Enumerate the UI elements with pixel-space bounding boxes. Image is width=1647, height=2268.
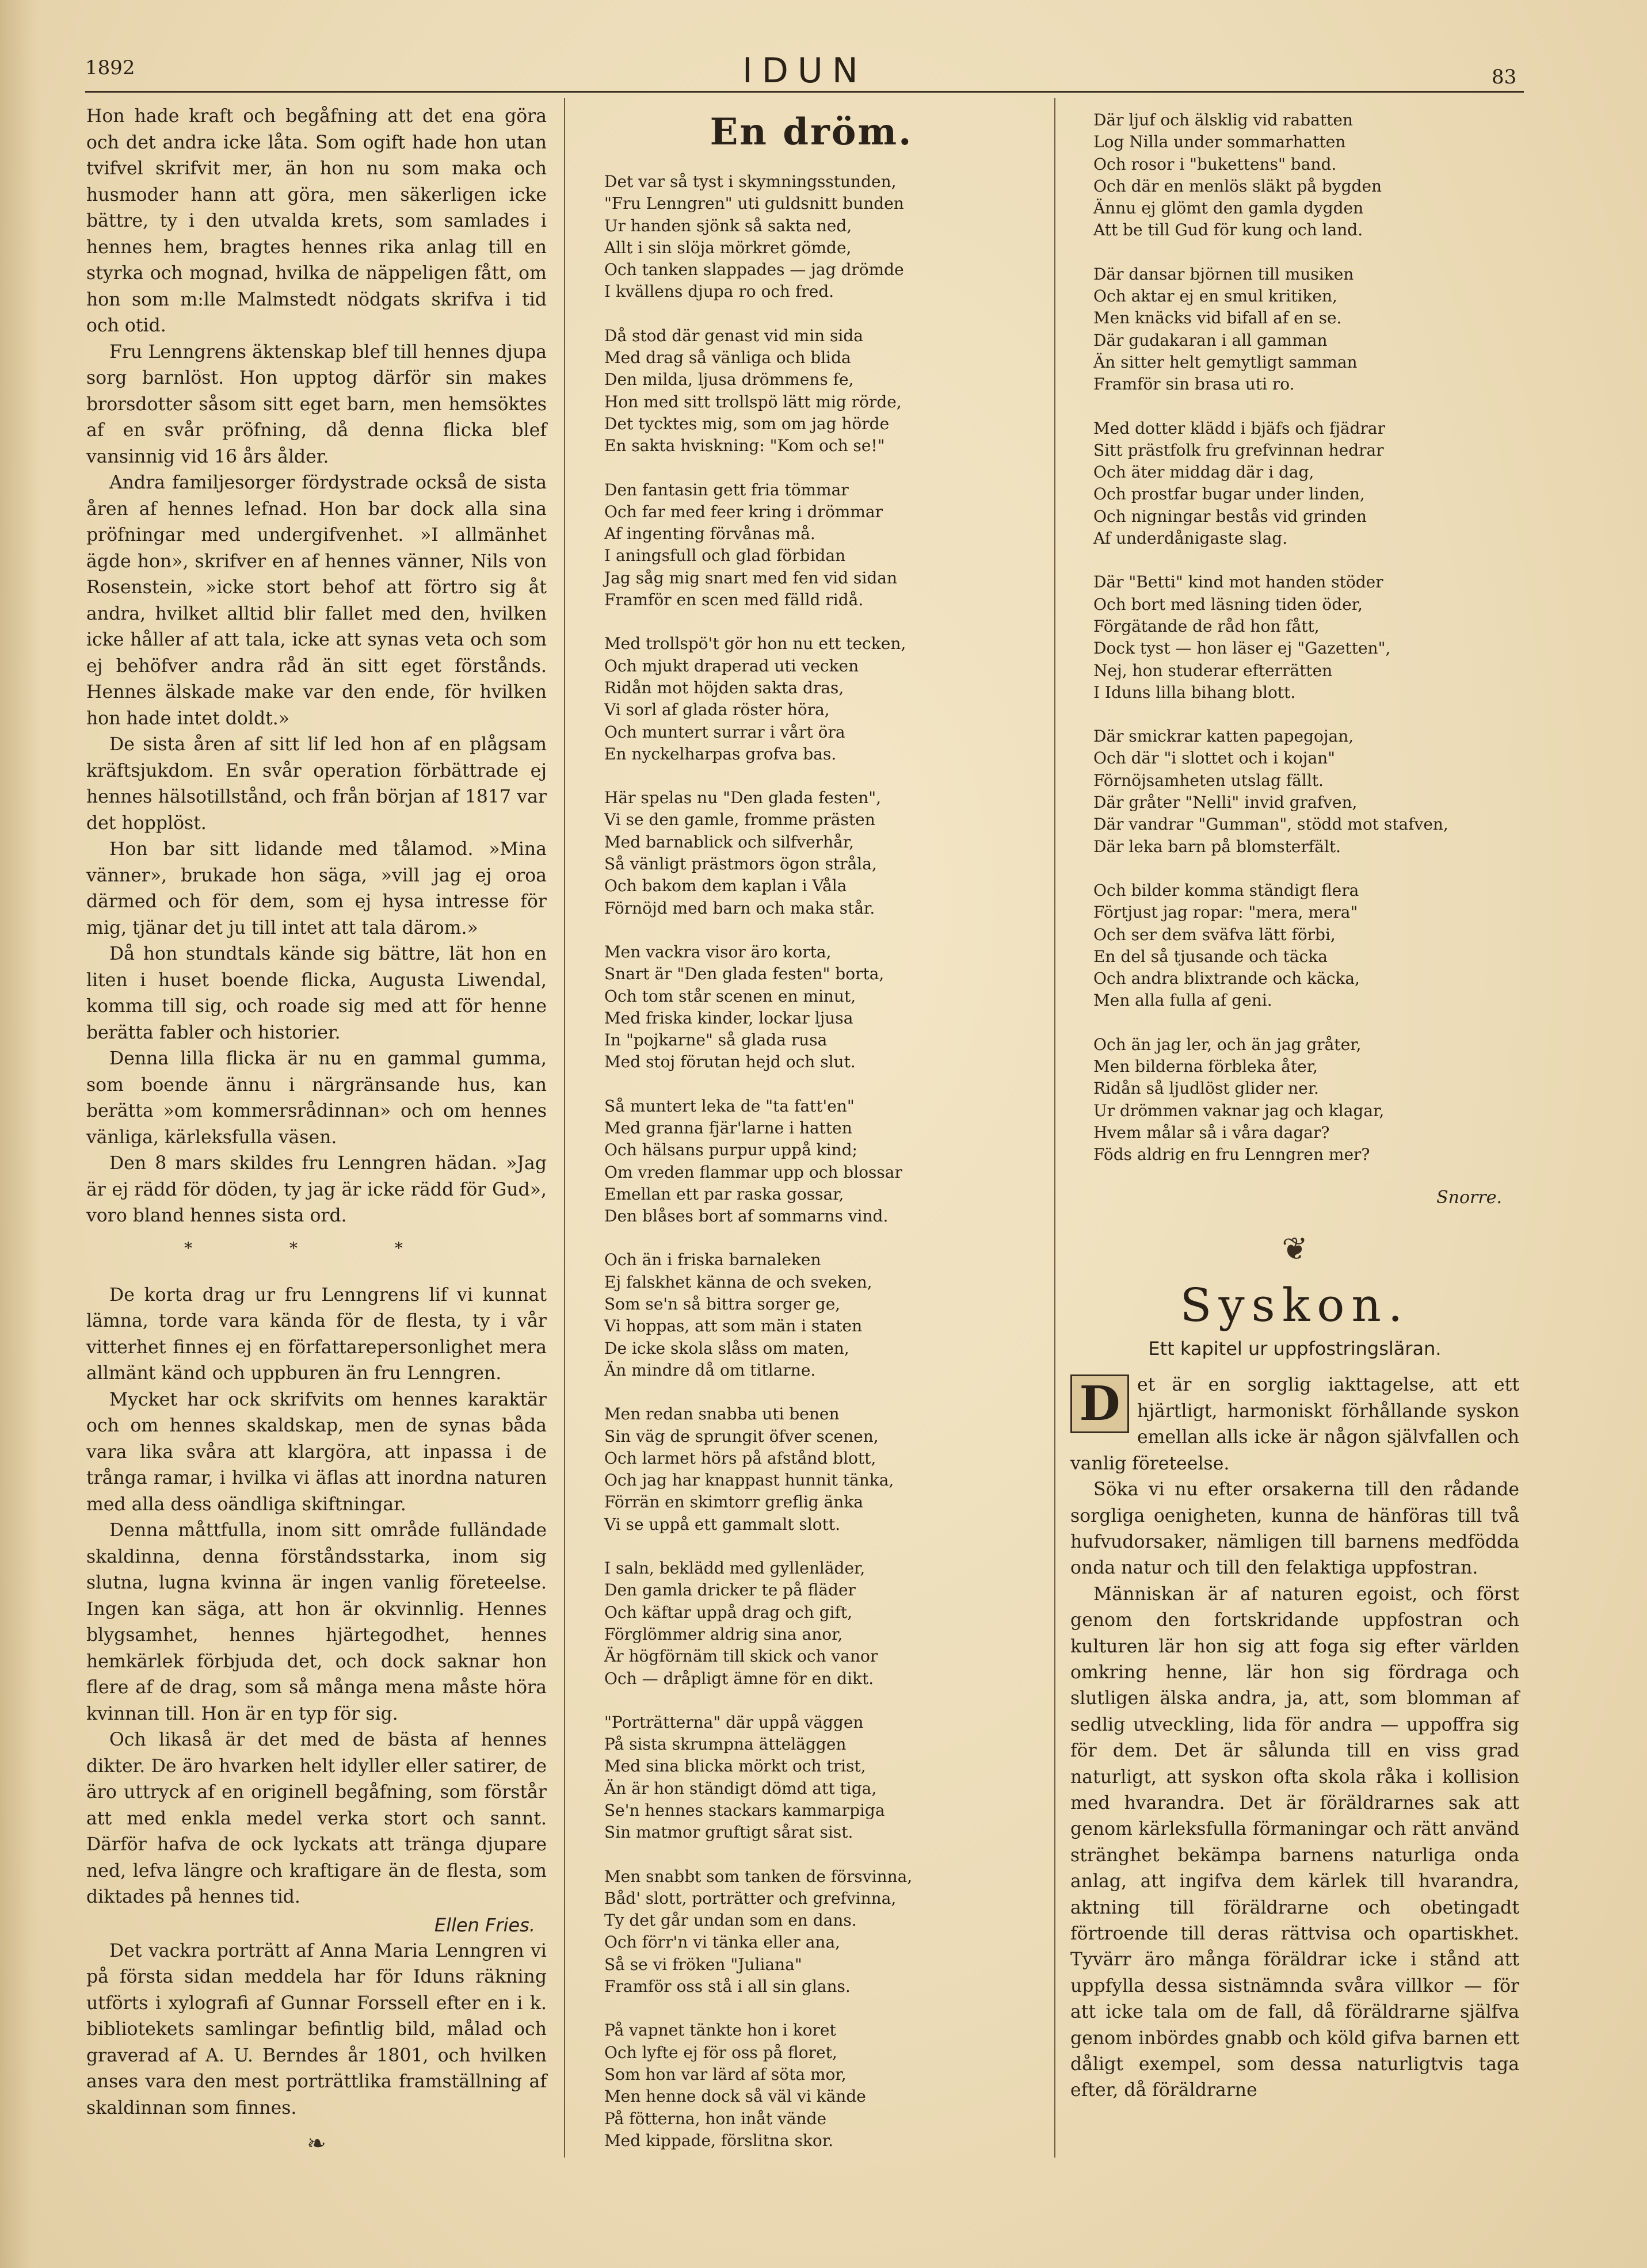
- stanza: [604, 1557, 1042, 1690]
- poem-line: Vi sorl af glada röster höra,: [604, 700, 830, 720]
- poem-line: Framför sin brasa uti ro.: [1093, 375, 1295, 394]
- stanza: [1093, 418, 1519, 550]
- column-1: [86, 104, 547, 2157]
- poem-line: Båd' slott, porträtter och grefvinna,: [604, 1888, 897, 1908]
- paragraph: Mycket har ock skrifvits om hennes karaktär och om hennes skaldskap, men de synas båda vara lika svåra att klargöra, att inpassa i de trånga ramar, i hvilka vi äflas att inordna naturen med alla dess oändliga skiftningar.: [86, 1389, 547, 1515]
- poem-line: Och rosor i "bukettens" band.: [1093, 154, 1337, 174]
- poem-line: Med drag så vänliga och blida: [604, 348, 851, 368]
- poem-line: Och larmet hörs på afstånd blott,: [604, 1448, 876, 1468]
- poem-line: Vi hoppas, att som män i staten: [604, 1316, 863, 1336]
- poem-line: Och bakom dem kaplan i Våla: [604, 876, 847, 896]
- poem-line: Och mjukt draperad uti vecken: [604, 656, 859, 675]
- poem-line: I aningsfull och glad förbidan: [604, 546, 846, 566]
- stanza: [1093, 880, 1519, 1012]
- stanza: [604, 1095, 1042, 1228]
- poem-line: "Fru Lenngren" uti guldsnitt bunden: [604, 194, 904, 213]
- poem-line: Och äter middag där i dag,: [1093, 463, 1314, 482]
- poem-line: Än är hon ständigt dömd att tiga,: [604, 1778, 877, 1798]
- poem-line: Där gråter "Nelli" invid grafven,: [1093, 793, 1358, 812]
- poem-line: Och än jag ler, och än jag gråter,: [1093, 1034, 1362, 1054]
- poem-line: Vi se den gamle, fromme prästen: [604, 810, 875, 830]
- section-stars: * * *: [184, 1238, 449, 1258]
- header-rule: [85, 91, 1524, 93]
- poem-line: Med kippade, förslitna skor.: [604, 2130, 833, 2150]
- paragraph: Söka vi nu efter orsakerna till den rådande sorgliga oenigheten, kunna de hänföras till två hufvudorsaker, nämligen till barnens medfödda onda natur och till den felaktiga uppfostran.: [1070, 1479, 1519, 1579]
- poem-line: Med stoj förutan hejd och slut.: [604, 1052, 856, 1072]
- poem-line: Förgätande de råd hon fått,: [1093, 616, 1320, 636]
- poem-line: Ur drömmen vaknar jag och klagar,: [1093, 1101, 1385, 1120]
- poem-line: Och jag har knappast hunnit tänka,: [604, 1471, 894, 1490]
- paragraph: Människan är af naturen egoist, och först genom den fortskridande uppfostran och kulturen lär hon sig att foga sig efter världen omkring henne, lär hon sig fördraga och slutligen älska andra, ja, att, som blomman af sedlig utveckling, lida för andra — uppoffra sig för dem. Det är sålunda till en viss grad naturligt, att syskon ofta skola råka i kollision med hvarandra. Det är föräldrarnes sak att genom kärleksfulla förmaningar och rätt använd stränghet bekämpa barnens naturliga onda anlag, att ingifva dem kärlek till hvarandra, aktning till föräldrarne och obetingadt förtroende till deras rättvisa och opartiskhet. Tyvärr äro många föräldrar icke i stånd att uppfylla dessa sistnämnda svåra villkor — för att icke tala om de fall, då föräldrarne själfva genom inbördes gnabb och köld gifva barnen ett dåligt exempel, som dessa naturligtvis taga efter, då föräldrarne: [1070, 1583, 1519, 2101]
- poem-line: Med sina blicka mörkt och trist,: [604, 1757, 866, 1776]
- poem-line: In "pojkarne" så glada rusa: [604, 1030, 828, 1050]
- poem-line: Och — dråpligt ämne för en dikt.: [604, 1668, 874, 1688]
- poem-line: Så vänligt prästmors ögon stråla,: [604, 854, 877, 874]
- poem-line: Nej, hon studerar efterrätten: [1093, 660, 1333, 680]
- poem-line: Men vackra visor äro korta,: [604, 942, 832, 961]
- poem-line: Där leka barn på blomsterfält.: [1093, 837, 1341, 856]
- chapter-title: Syskon.: [1180, 1278, 1410, 1332]
- paragraph: Denna lilla flicka är nu en gammal gumma, som boende ännu i närgränsande hus, kan berätta »om kommersrådinnan» och om hennes vänliga, kärleksfulla väsen.: [86, 1048, 547, 1148]
- poem-line: Men redan snabba uti benen: [604, 1404, 840, 1424]
- paragraph: Hon bar sitt lidande med tålamod. »Mina vänner», brukade hon säga, »vill jag ej oroa därmed och för dem, som ej hysa intresse för mig, tjänar det ju till intet att tala därom.»: [86, 839, 547, 938]
- poem-line: Så se vi fröken "Juliana": [604, 1954, 802, 1974]
- poem-line: Och där en menlös släkt på bygden: [1093, 176, 1382, 196]
- poem-line: Vi se uppå ett gammalt slott.: [604, 1514, 840, 1534]
- poem-line: Det var så tyst i skymningsstunden,: [604, 172, 897, 191]
- poem-line: Och förr'n vi tänka eller ana,: [604, 1933, 841, 1952]
- column-2: [581, 104, 1042, 2174]
- poem-line: En sakta hviskning: "Kom och se!": [604, 436, 885, 456]
- poem-line: I Iduns lilla bihang blott.: [1093, 682, 1296, 702]
- poem-line: Där gudakaran i all gamman: [1093, 330, 1328, 350]
- poem-line: Den fantasin gett fria tömmar: [604, 480, 849, 499]
- chapter-subtitle: Ett kapitel ur uppfostringsläran.: [1148, 1338, 1442, 1360]
- stanza: [1093, 726, 1519, 858]
- poem-line: På fötterna, hon inåt vände: [604, 2109, 827, 2128]
- floral-ornament-icon: ❦: [1282, 1231, 1308, 1267]
- poem-line: På vapnet tänkte hon i koret: [604, 2021, 836, 2040]
- paragraph: Denna måttfulla, inom sitt område fulländade skaldinna, denna förståndsstarka, inom sig slutna, lugna kvinna är ingen vanlig företeelse. Ingen kan säga, att hon är okvinnlig. Hennes blygsamhet, hennes hjärtegodhet, hennes hemkärlek förbjuda det, och dock saknar hon flere af de drag, som så många mena måste höra kvinnan till. Hon är en typ för sig.: [86, 1520, 547, 1724]
- flourish-icon: ❧: [307, 2130, 326, 2157]
- first-paragraph-text: et är en sorglig iakttagelse, att ett hjärtligt, harmoniskt förhållande syskon emellan alls icke är någon självfallen och vanlig företeelse.: [1070, 1374, 1519, 1474]
- poem-line: Ty det går undan som en dans.: [604, 1911, 857, 1930]
- poem-continuation: [1070, 109, 1519, 1166]
- poem-line: Med granna fjär'larne i hatten: [604, 1118, 852, 1137]
- column-divider-1: [564, 98, 565, 2158]
- poem-line: Förnöjsamheten utslag fällt.: [1093, 770, 1324, 790]
- stanza: [604, 2019, 1042, 2152]
- stanza: [604, 941, 1042, 1074]
- poem-line: I kvällens djupa ro och fred.: [604, 282, 834, 301]
- poem-line: Föds aldrig en fru Lenngren mer?: [1093, 1145, 1370, 1164]
- poem-line: Då stod där genast vid min sida: [604, 326, 863, 345]
- poem-line: Där vandrar "Gumman", stödd mot stafven,: [1093, 815, 1448, 834]
- poem-line: Sin matmor gruftigt sårat sist.: [604, 1823, 853, 1842]
- poem-line: Och tom står scenen en minut,: [604, 986, 856, 1006]
- poem-line: Där ljuf och älsklig vid rabatten: [1093, 110, 1353, 129]
- poem-line: Sin väg de sprungit öfver scenen,: [604, 1426, 879, 1446]
- first-paragraph: [1070, 1372, 1519, 1477]
- paragraph: De korta drag ur fru Lenngrens lif vi kunnat lämna, torde vara kända för de flesta, ty i vår vitterhet finnes ej en författarepersonlighet mera allmänt känd och uppburen än fru Lenngren.: [86, 1284, 547, 1384]
- paragraph: Andra familjesorger fördystrade också de sista åren af hennes lefnad. Hon bar dock alla sina pröfningar med undergifvenhet. »I allmänhet ägde hon», skrifver en af hennes vänner, Nils von Rosenstein, »icke stort behof att förtro sig åt andra, hvilket alltid blir fallet med den, hvilken icke håller af att tala, icke att synas veta och som ej behöfver andra råd än sitt eget förstånds. Hennes älskade make var den ende, för hvilken hon hade intet doldt.»: [86, 472, 547, 729]
- poem-line: Ur handen sjönk så sakta ned,: [604, 216, 852, 235]
- poem-line: Där "Betti" kind mot handen stöder: [1093, 572, 1383, 592]
- poem-line: Ännu ej glömt den gamla dygden: [1093, 198, 1364, 218]
- poem-line: Och aktar ej en smul kritiken,: [1093, 287, 1337, 306]
- stanza: [604, 1249, 1042, 1381]
- author-signature: Ellen Fries.: [434, 1914, 535, 1936]
- poem-line: Med trollspö't gör hon nu ett tecken,: [604, 634, 906, 654]
- poem-line: Och än i friska barnaleken: [604, 1250, 821, 1270]
- poem-line: Och lyfte ej för oss på floret,: [604, 2042, 837, 2062]
- poem-line: Så muntert leka de "ta fatt'en": [604, 1096, 855, 1116]
- poem-line: Men henne dock så väl vi kände: [604, 2087, 866, 2106]
- poem-line: Förglömmer aldrig sina anor,: [604, 1624, 843, 1644]
- poem-line: Allt i sin slöja mörkret gömde,: [604, 238, 852, 257]
- dropcap: D: [1070, 1374, 1129, 1433]
- poem-line: Ej falskhet känna de och sveken,: [604, 1272, 872, 1292]
- poem-line: Hvem målar så i våra dagar?: [1093, 1122, 1330, 1142]
- poem-line: Sitt prästfolk fru grefvinnan hedrar: [1093, 440, 1384, 460]
- poem-line: Hon med sitt trollspö lätt mig rörde,: [604, 392, 902, 411]
- poem-title: En dröm.: [710, 110, 913, 154]
- paragraph: Hon hade kraft och begåfning att det ena göra och det andra icke låta. Som ogift hade hon utan tvifvel skrifvit mer, än hon nu som maka och husmoder hann att göra, men säkerligen icke bättre, ty i den utvalda krets, som samlades i hennes hem, bragtes hennes rika anlag till en styrka och mognad, hvilka de näppeligen fått, om hon som m:lle Malmstedt nödgats skrifva i tid och otid.: [86, 106, 547, 336]
- poem-line: Framför en scen med fälld ridå.: [604, 590, 864, 610]
- poem-line: Än sitter helt gemytligt samman: [1093, 352, 1358, 372]
- poem-line: Som se'n så bittra sorger ge,: [604, 1295, 841, 1314]
- stanza: [1093, 571, 1519, 704]
- poem-line: Men alla fulla af geni.: [1093, 991, 1272, 1010]
- paragraph: Och likaså är det med de bästa af hennes dikter. De äro hvarken helt idyller eller satirer, de äro uttryck af en originell begåfning, som förstår att med enkla medel verka stort och sannt. Därför hafva de ock lyckats att tränga djupare ned, lefva längre och kraftigare än de flesta, som diktades på hennes tid.: [86, 1729, 547, 1907]
- poem-line: Af ingenting förvånas må.: [604, 524, 815, 544]
- poem-line: Som hon var lärd af söta mor,: [604, 2064, 847, 2084]
- poem-line: Där dansar björnen till musiken: [1093, 264, 1354, 284]
- paragraph: Då hon stundtals kände sig bättre, lät hon en liten i huset boende flicka, Augusta Liwendal, komma till sig, och roade sig med att för henne berätta fabler och historier.: [86, 944, 547, 1043]
- poem-line: Emellan ett par raska gossar,: [604, 1184, 844, 1204]
- stanza: [604, 325, 1042, 457]
- stanza: [604, 1866, 1042, 1998]
- poem-line: Förtjust jag ropar: "mera, mera": [1093, 903, 1358, 922]
- poem-line: Ridån mot höjden sakta dras,: [604, 678, 844, 697]
- poem-line: Att be till Gud för kung och land.: [1093, 220, 1363, 240]
- poem-line: Här spelas nu "Den glada festen",: [604, 788, 882, 808]
- poem-line: Och hälsans purpur uppå kind;: [604, 1140, 857, 1160]
- poem-line: Och andra blixtrande och käcka,: [1093, 969, 1360, 988]
- poem-line: Än mindre då om titlarne.: [604, 1360, 816, 1380]
- poem-line: Förrän en skimtorr greflig änka: [604, 1492, 863, 1512]
- poem-line: Men bilderna förbleka åter,: [1093, 1056, 1318, 1076]
- paragraph: Den 8 mars skildes fru Lenngren hädan. »Jag är ej rädd för döden, ty jag är icke rädd för Gud», voro bland hennes sista ord.: [86, 1153, 547, 1226]
- poem-line: Om vreden flammar upp och blossar: [604, 1162, 902, 1182]
- poem-line: Se'n hennes stackars kammarpiga: [604, 1801, 885, 1820]
- paragraph: Fru Lenngrens äktenskap blef till hennes djupa sorg barnlöst. Hon upptog därför sin makes brorsdotter såsom sitt eget barn, men hemsöktes af en svår pröfning, då denna flicka blef vansinnig vid 16 års ålder.: [86, 341, 547, 467]
- poem-line: Jag såg mig snart med fen vid sidan: [604, 568, 897, 587]
- poem-line: De icke skola slåss om maten,: [604, 1338, 849, 1358]
- poem-line: Där smickrar katten papegojan,: [1093, 727, 1354, 746]
- poem-line: Log Nilla under sommarhatten: [1093, 132, 1346, 152]
- poem-line: Och käftar uppå drag och gift,: [604, 1602, 852, 1622]
- column-3: [1070, 109, 1519, 2104]
- poem-line: Är högförnäm till skick och vanor: [604, 1647, 878, 1666]
- poem-line: På sista skrumpna ätteläggen: [604, 1735, 847, 1754]
- poem-line: Ridån så ljudlöst glider ner.: [1093, 1079, 1319, 1098]
- poem-line: Förnöjd med barn och maka står.: [604, 898, 875, 918]
- poem-line: Med dotter klädd i bjäfs och fjädrar: [1093, 418, 1385, 438]
- poem-line: Och nigningar bestås vid grinden: [1093, 506, 1367, 526]
- poem-line: Den gamla dricker te på fläder: [604, 1580, 856, 1600]
- poem-line: En nyckelharpas grofva bas.: [604, 744, 837, 763]
- header-title: IDUN: [742, 51, 867, 91]
- poem-line: Den blåses bort af sommarns vind.: [604, 1206, 889, 1226]
- poem-line: En del så tjusande och täcka: [1093, 946, 1328, 966]
- stanza: [1093, 109, 1519, 242]
- poem-line: Men snabbt som tanken de försvinna,: [604, 1866, 913, 1886]
- poem-line: Och muntert surrar i vårt öra: [604, 722, 845, 742]
- poem-body: [581, 171, 1042, 2152]
- stanza: [604, 1712, 1042, 1844]
- page-spine-shadow: [0, 0, 40, 2268]
- poem-line: Det tycktes mig, som om jag hörde: [604, 414, 890, 433]
- poem-line: Dock tyst — hon läser ej "Gazetten",: [1093, 639, 1391, 658]
- poem-line: "Porträtterna" där uppå väggen: [604, 1712, 864, 1732]
- poem-line: Den milda, ljusa drömmens fe,: [604, 370, 854, 390]
- poem-line: Och ser dem sväfva lätt förbi,: [1093, 925, 1336, 944]
- poem-line: Snart är "Den glada festen" borta,: [604, 964, 884, 984]
- portrait-note: Det vackra porträtt af Anna Maria Lenngren vi på första sidan meddela har för Iduns räkning utförts i xylografi af Gunnar Forssell efter en i k. bibliotekets samlingar befintlig bild, målad och graverad af A. U. Berndes år 1801, och hvilken anses vara den mest porträttlika framställning af skaldinnan som finnes.: [86, 1940, 547, 2118]
- stanza: [604, 633, 1042, 765]
- stanza: [604, 1403, 1042, 1536]
- stanza: [604, 479, 1042, 612]
- poem-line: Och far med feer kring i drömmar: [604, 502, 883, 521]
- stanza: [1093, 264, 1519, 396]
- poem-line: Framför oss stå i all sin glans.: [604, 1977, 851, 1996]
- stanza: [1093, 1034, 1519, 1166]
- poem-line: Och där "i slottet och i kojan": [1093, 749, 1336, 768]
- poem-line: Och bort med läsning tiden öder,: [1093, 594, 1363, 614]
- poem-line: Och bilder komma ständigt flera: [1093, 880, 1359, 900]
- poem-line: Och prostfar bugar under linden,: [1093, 484, 1365, 504]
- poem-line: Af underdånigaste slag.: [1093, 529, 1288, 548]
- stanza: [604, 787, 1042, 919]
- paragraph: De sista åren af sitt lif led hon af en plågsam kräftsjukdom. En svår operation förbättrade ej hennes hälsotillstånd, och från början af 1817 var det hopplöst.: [86, 734, 547, 834]
- poem-line: Med friska kinder, lockar ljusa: [604, 1008, 853, 1028]
- poem-line: I saln, beklädd med gyllenläder,: [604, 1559, 866, 1578]
- header-year: 1892: [85, 56, 135, 79]
- poem-line: Med barnablick och silfverhår,: [604, 832, 854, 852]
- column-divider-2: [1054, 98, 1055, 2158]
- stanza: [604, 171, 1042, 303]
- poem-line: Men knäcks vid bifall af en se.: [1093, 308, 1342, 328]
- poem-signature: Snorre.: [1436, 1188, 1502, 1208]
- poem-line: Och tanken slappades — jag drömde: [604, 260, 904, 280]
- header-page-number: 83: [1492, 66, 1517, 89]
